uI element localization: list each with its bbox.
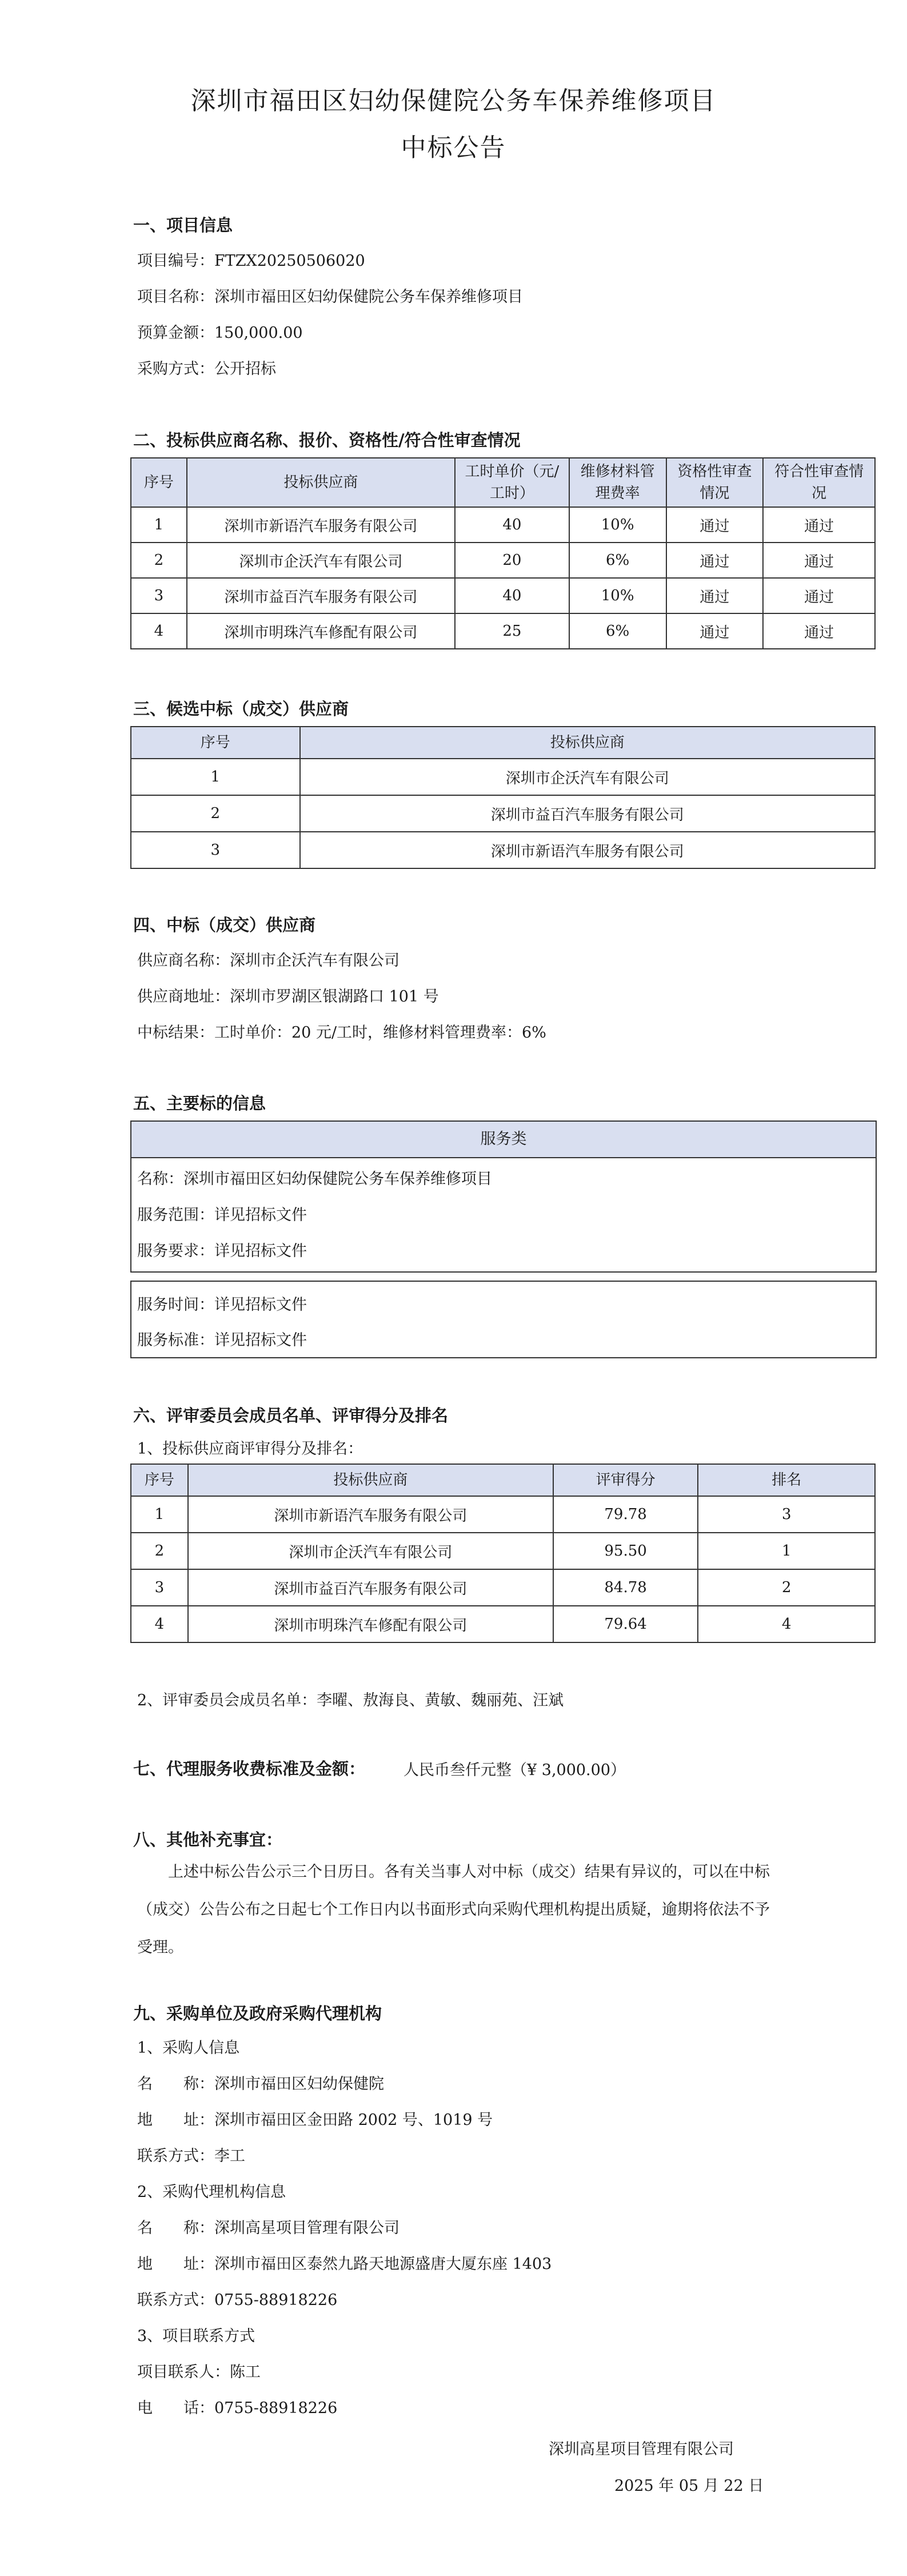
cell: 4 [131, 1606, 188, 1642]
cell: 25 [455, 613, 569, 649]
service-info-box [130, 1120, 877, 1273]
table-row [131, 1533, 875, 1569]
cell: 10% [569, 507, 666, 543]
cell: 3 [131, 1569, 188, 1606]
cell: 深圳市明珠汽车修配有限公司 [187, 613, 455, 649]
cell: 10% [569, 578, 666, 613]
service-time: 服务时间：详见招标文件 [137, 1296, 307, 1314]
table-row [131, 1569, 875, 1606]
cell: 通过 [763, 613, 875, 649]
cell: 深圳市益百汽车服务有限公司 [188, 1569, 553, 1606]
cell: 深圳市益百汽车服务有限公司 [187, 578, 455, 613]
col-header: 投标供应商 [188, 1464, 553, 1496]
cell: 4 [698, 1606, 875, 1642]
cell: 深圳市企沃汽车有限公司 [187, 543, 455, 578]
cell: 1 [698, 1533, 875, 1569]
section-2-heading: 二、投标供应商名称、报价、资格性/符合性审查情况 [133, 430, 521, 450]
agency-phone: 联系方式：0755-88918226 [137, 2291, 338, 2309]
table-row [131, 832, 875, 868]
cell: 2 [131, 1533, 188, 1569]
cell: 20 [455, 543, 569, 578]
purchaser-name: 名 称：深圳市福田区妇幼保健院 [137, 2075, 384, 2093]
supplier-name: 供应商名称：深圳市企沃汽车有限公司 [137, 952, 399, 970]
cell: 深圳市益百汽车服务有限公司 [300, 795, 875, 832]
candidate-table [130, 726, 876, 869]
project-name: 项目名称：深圳市福田区妇幼保健院公务车保养维修项目 [137, 288, 523, 306]
col-header: 资格性审查情况 [666, 458, 764, 507]
cell: 深圳市新语汽车服务有限公司 [300, 832, 875, 868]
project-number: 项目编号：FTZX20250506020 [137, 252, 365, 270]
col-header: 序号 [131, 458, 187, 507]
bid-review-table [130, 457, 876, 649]
cell: 通过 [763, 507, 875, 543]
purchaser-address: 地 址：深圳市福田区金田路 2002 号、1019 号 [137, 2111, 493, 2129]
budget-amount: 预算金额：150,000.00 [137, 324, 303, 342]
cell: 79.78 [553, 1496, 698, 1533]
service-standard: 服务标准：详见招标文件 [137, 1331, 307, 1349]
cell: 通过 [666, 507, 764, 543]
cell: 深圳市企沃汽车有限公司 [300, 759, 875, 795]
service-name: 名称：深圳市福田区妇幼保健院公务车保养维修项目 [137, 1170, 492, 1188]
section-6-heading: 六、评审委员会成员名单、评审得分及排名 [133, 1406, 449, 1425]
col-header: 排名 [698, 1464, 875, 1496]
col-header: 投标供应商 [187, 458, 455, 507]
col-header: 序号 [131, 727, 300, 759]
cell: 2 [698, 1569, 875, 1606]
cell: 3 [131, 578, 187, 613]
purchaser-subheading: 1、采购人信息 [137, 2039, 240, 2057]
cell: 40 [455, 578, 569, 613]
signature-company: 深圳高星项目管理有限公司 [549, 2441, 734, 2458]
service-scope: 服务范围：详见招标文件 [137, 1206, 307, 1224]
cell: 深圳市新语汽车服务有限公司 [187, 507, 455, 543]
project-contact-person: 项目联系人：陈工 [137, 2363, 261, 2381]
agency-name: 名 称：深圳高星项目管理有限公司 [137, 2219, 399, 2237]
cell: 84.78 [553, 1569, 698, 1606]
cell: 1 [131, 507, 187, 543]
project-contact-phone: 电 话：0755-88918226 [137, 2399, 338, 2417]
agency-fee-amount: 人民币叁仟元整（¥ 3,000.00） [403, 1761, 626, 1779]
service-requirement: 服务要求：详见招标文件 [137, 1242, 307, 1260]
cell: 通过 [666, 613, 764, 649]
cell: 2 [131, 795, 300, 832]
cell: 1 [131, 759, 300, 795]
table-row [131, 578, 875, 613]
score-subheading: 1、投标供应商评审得分及排名： [137, 1440, 363, 1458]
cell: 3 [698, 1496, 875, 1533]
table-row [131, 507, 875, 543]
purchaser-contact: 联系方式：李工 [137, 2147, 245, 2165]
cell: 2 [131, 543, 187, 578]
cell: 通过 [763, 543, 875, 578]
cell: 3 [131, 832, 300, 868]
col-header: 评审得分 [553, 1464, 698, 1496]
cell: 深圳市明珠汽车修配有限公司 [188, 1606, 553, 1642]
cell: 6% [569, 613, 666, 649]
table-row [131, 1606, 875, 1642]
cell: 通过 [666, 578, 764, 613]
cell: 通过 [666, 543, 764, 578]
cell: 79.64 [553, 1606, 698, 1642]
agency-address: 地 址：深圳市福田区泰然九路天地源盛唐大厦东座 1403 [137, 2255, 552, 2273]
supplementary-paragraph: 上述中标公告公示三个日历日。各有关当事人对中标（成交）结果有异议的，可以在中标（成交）公告公布之日起七个工作日内以书面形式向采购代理机构提出质疑，逾期将依法不予受理。 [137, 1863, 770, 1956]
section-9-heading: 九、采购单位及政府采购代理机构 [133, 2004, 382, 2023]
section-5-heading: 五、主要标的信息 [133, 1094, 266, 1113]
cell: 通过 [763, 578, 875, 613]
col-header: 投标供应商 [300, 727, 875, 759]
section-8-heading: 八、其他补充事宜： [133, 1830, 283, 1849]
cell: 4 [131, 613, 187, 649]
signature-date: 2025 年 05 月 22 日 [614, 2477, 764, 2495]
cell: 1 [131, 1496, 188, 1533]
cell: 深圳市企沃汽车有限公司 [188, 1533, 553, 1569]
committee-members: 2、评审委员会成员名单：李曜、敖海良、黄敏、魏丽苑、汪斌 [137, 1692, 564, 1709]
section-3-heading: 三、候选中标（成交）供应商 [133, 699, 349, 719]
table-row [131, 795, 875, 832]
score-table [130, 1464, 876, 1643]
table-row [131, 613, 875, 649]
supplier-address: 供应商地址：深圳市罗湖区银湖路口 101 号 [137, 988, 439, 1006]
col-header: 符合性审查情况 [763, 458, 875, 507]
box-title: 服务类 [131, 1122, 876, 1158]
table-row [131, 543, 875, 578]
section-7-heading: 七、代理服务收费标准及金额： [133, 1759, 366, 1779]
procurement-method: 采购方式：公开招标 [137, 360, 276, 378]
section-1-heading: 一、项目信息 [133, 216, 233, 235]
table-row [131, 759, 875, 795]
table-row [131, 1496, 875, 1533]
cell: 6% [569, 543, 666, 578]
project-contact-subheading: 3、项目联系方式 [137, 2327, 255, 2345]
page-subtitle: 中标公告 [401, 133, 506, 162]
agency-subheading: 2、采购代理机构信息 [137, 2183, 286, 2201]
cell: 40 [455, 507, 569, 543]
service-detail-box [130, 1281, 877, 1358]
col-header: 工时单价（元/工时） [455, 458, 569, 507]
cell: 深圳市新语汽车服务有限公司 [188, 1496, 553, 1533]
award-result: 中标结果：工时单价：20 元/工时，维修材料管理费率：6% [137, 1024, 546, 1042]
section-4-heading: 四、中标（成交）供应商 [133, 915, 316, 935]
col-header: 序号 [131, 1464, 188, 1496]
page-title: 深圳市福田区妇幼保健院公务车保养维修项目 [190, 86, 717, 115]
cell: 95.50 [553, 1533, 698, 1569]
col-header: 维修材料管理费率 [569, 458, 666, 507]
